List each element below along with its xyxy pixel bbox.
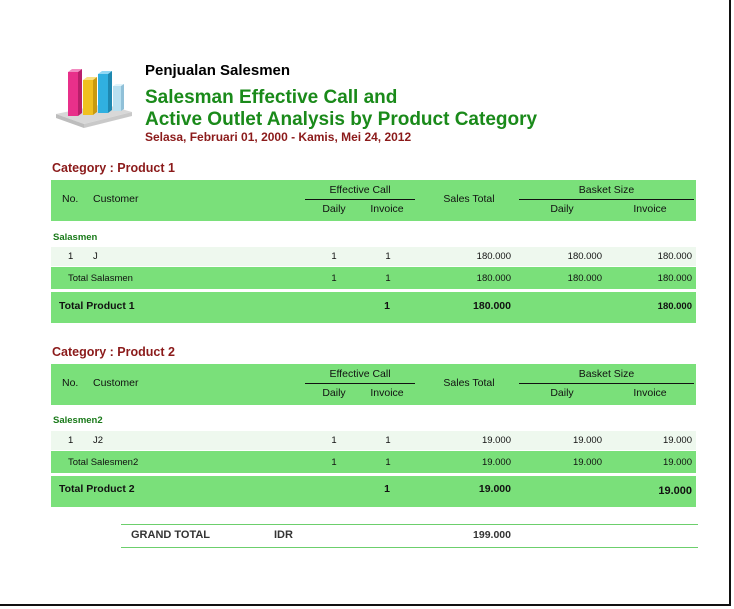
col-basket-daily: Daily xyxy=(550,387,574,399)
subtotal-sales-total: 19.000 xyxy=(481,457,511,468)
row-basket-invoice: 19.000 xyxy=(662,435,692,446)
row-sales-total: 180.000 xyxy=(476,251,511,262)
col-daily: Daily xyxy=(322,387,346,399)
salesman-group-label: Salesmen2 xyxy=(53,415,103,426)
report-title xyxy=(145,87,537,131)
report-title-line1: Salesman Effective Call and xyxy=(145,87,398,108)
company-name: Penjualan Salesmen xyxy=(145,62,291,79)
col-daily: Daily xyxy=(322,203,346,215)
col-effective-call: Effective Call xyxy=(329,184,391,196)
salesman-group-label: Salasmen xyxy=(53,232,98,243)
col-sales-total: Sales Total xyxy=(443,193,495,205)
category-total-basket-invoice: 19.000 xyxy=(658,485,692,497)
grand-total-label: GRAND TOTAL xyxy=(131,529,211,541)
header-divider xyxy=(305,199,415,200)
subtotal-invoice: 1 xyxy=(385,273,391,284)
col-no: No. xyxy=(62,193,79,205)
subtotal-basket-daily: 19.000 xyxy=(572,457,602,468)
category-total-label: Total Product 1 xyxy=(59,300,135,312)
category-total-label: Total Product 2 xyxy=(59,483,135,495)
row-basket-daily: 180.000 xyxy=(567,251,602,262)
subtotal-label: Total Salesmen2 xyxy=(68,457,139,468)
category-total-sales: 19.000 xyxy=(478,483,511,495)
report-title-line2: Active Outlet Analysis by Product Category xyxy=(145,109,538,130)
row-basket-invoice: 180.000 xyxy=(657,251,692,262)
subtotal-basket-invoice: 180.000 xyxy=(657,273,692,284)
col-sales-total: Sales Total xyxy=(443,377,495,389)
row-customer: J xyxy=(93,251,98,262)
col-effective-call: Effective Call xyxy=(329,368,391,380)
category-title: Category : Product 2 xyxy=(52,345,175,359)
col-invoice: Invoice xyxy=(370,203,404,215)
category-total-row xyxy=(51,292,696,323)
grand-total-currency: IDR xyxy=(274,529,293,541)
row-daily: 1 xyxy=(331,435,337,446)
col-basket-daily: Daily xyxy=(550,203,574,215)
col-invoice: Invoice xyxy=(370,387,404,399)
header-divider xyxy=(519,199,694,200)
subtotal-sales-total: 180.000 xyxy=(476,273,511,284)
subtotal-basket-daily: 180.000 xyxy=(567,273,602,284)
grand-total-value: 199.000 xyxy=(473,529,511,541)
col-basket-size: Basket Size xyxy=(578,184,635,196)
category-title: Category : Product 1 xyxy=(52,161,175,175)
col-basket-invoice: Invoice xyxy=(633,387,667,399)
row-daily: 1 xyxy=(331,251,337,262)
subtotal-basket-invoice: 19.000 xyxy=(662,457,692,468)
date-range: Selasa, Februari 01, 2000 - Kamis, Mei 24, 2012 xyxy=(145,130,412,144)
row-sales-total: 19.000 xyxy=(481,435,511,446)
bar-chart-logo-icon xyxy=(54,64,134,128)
row-no: 1 xyxy=(68,251,74,262)
category-total-sales: 180.000 xyxy=(473,300,511,312)
row-invoice: 1 xyxy=(385,251,391,262)
category-total-row xyxy=(51,476,696,507)
category-total-invoice: 1 xyxy=(384,483,390,495)
subtotal-label: Total Salasmen xyxy=(68,273,133,284)
col-customer: Customer xyxy=(93,193,139,205)
subtotal-daily: 1 xyxy=(331,457,337,468)
col-customer: Customer xyxy=(93,377,139,389)
header-divider xyxy=(519,383,694,384)
subtotal-invoice: 1 xyxy=(385,457,391,468)
col-no: No. xyxy=(62,377,79,389)
grand-total-top-rule xyxy=(121,524,698,525)
category-total-basket-invoice: 180.000 xyxy=(657,301,692,312)
grand-total-bottom-rule xyxy=(121,547,698,548)
col-basket-size: Basket Size xyxy=(578,368,635,380)
subtotal-daily: 1 xyxy=(331,273,337,284)
header-divider xyxy=(305,383,415,384)
row-basket-daily: 19.000 xyxy=(572,435,602,446)
row-invoice: 1 xyxy=(385,435,391,446)
category-total-invoice: 1 xyxy=(384,300,390,312)
row-customer: J2 xyxy=(93,435,104,446)
row-no: 1 xyxy=(68,435,74,446)
col-basket-invoice: Invoice xyxy=(633,203,667,215)
